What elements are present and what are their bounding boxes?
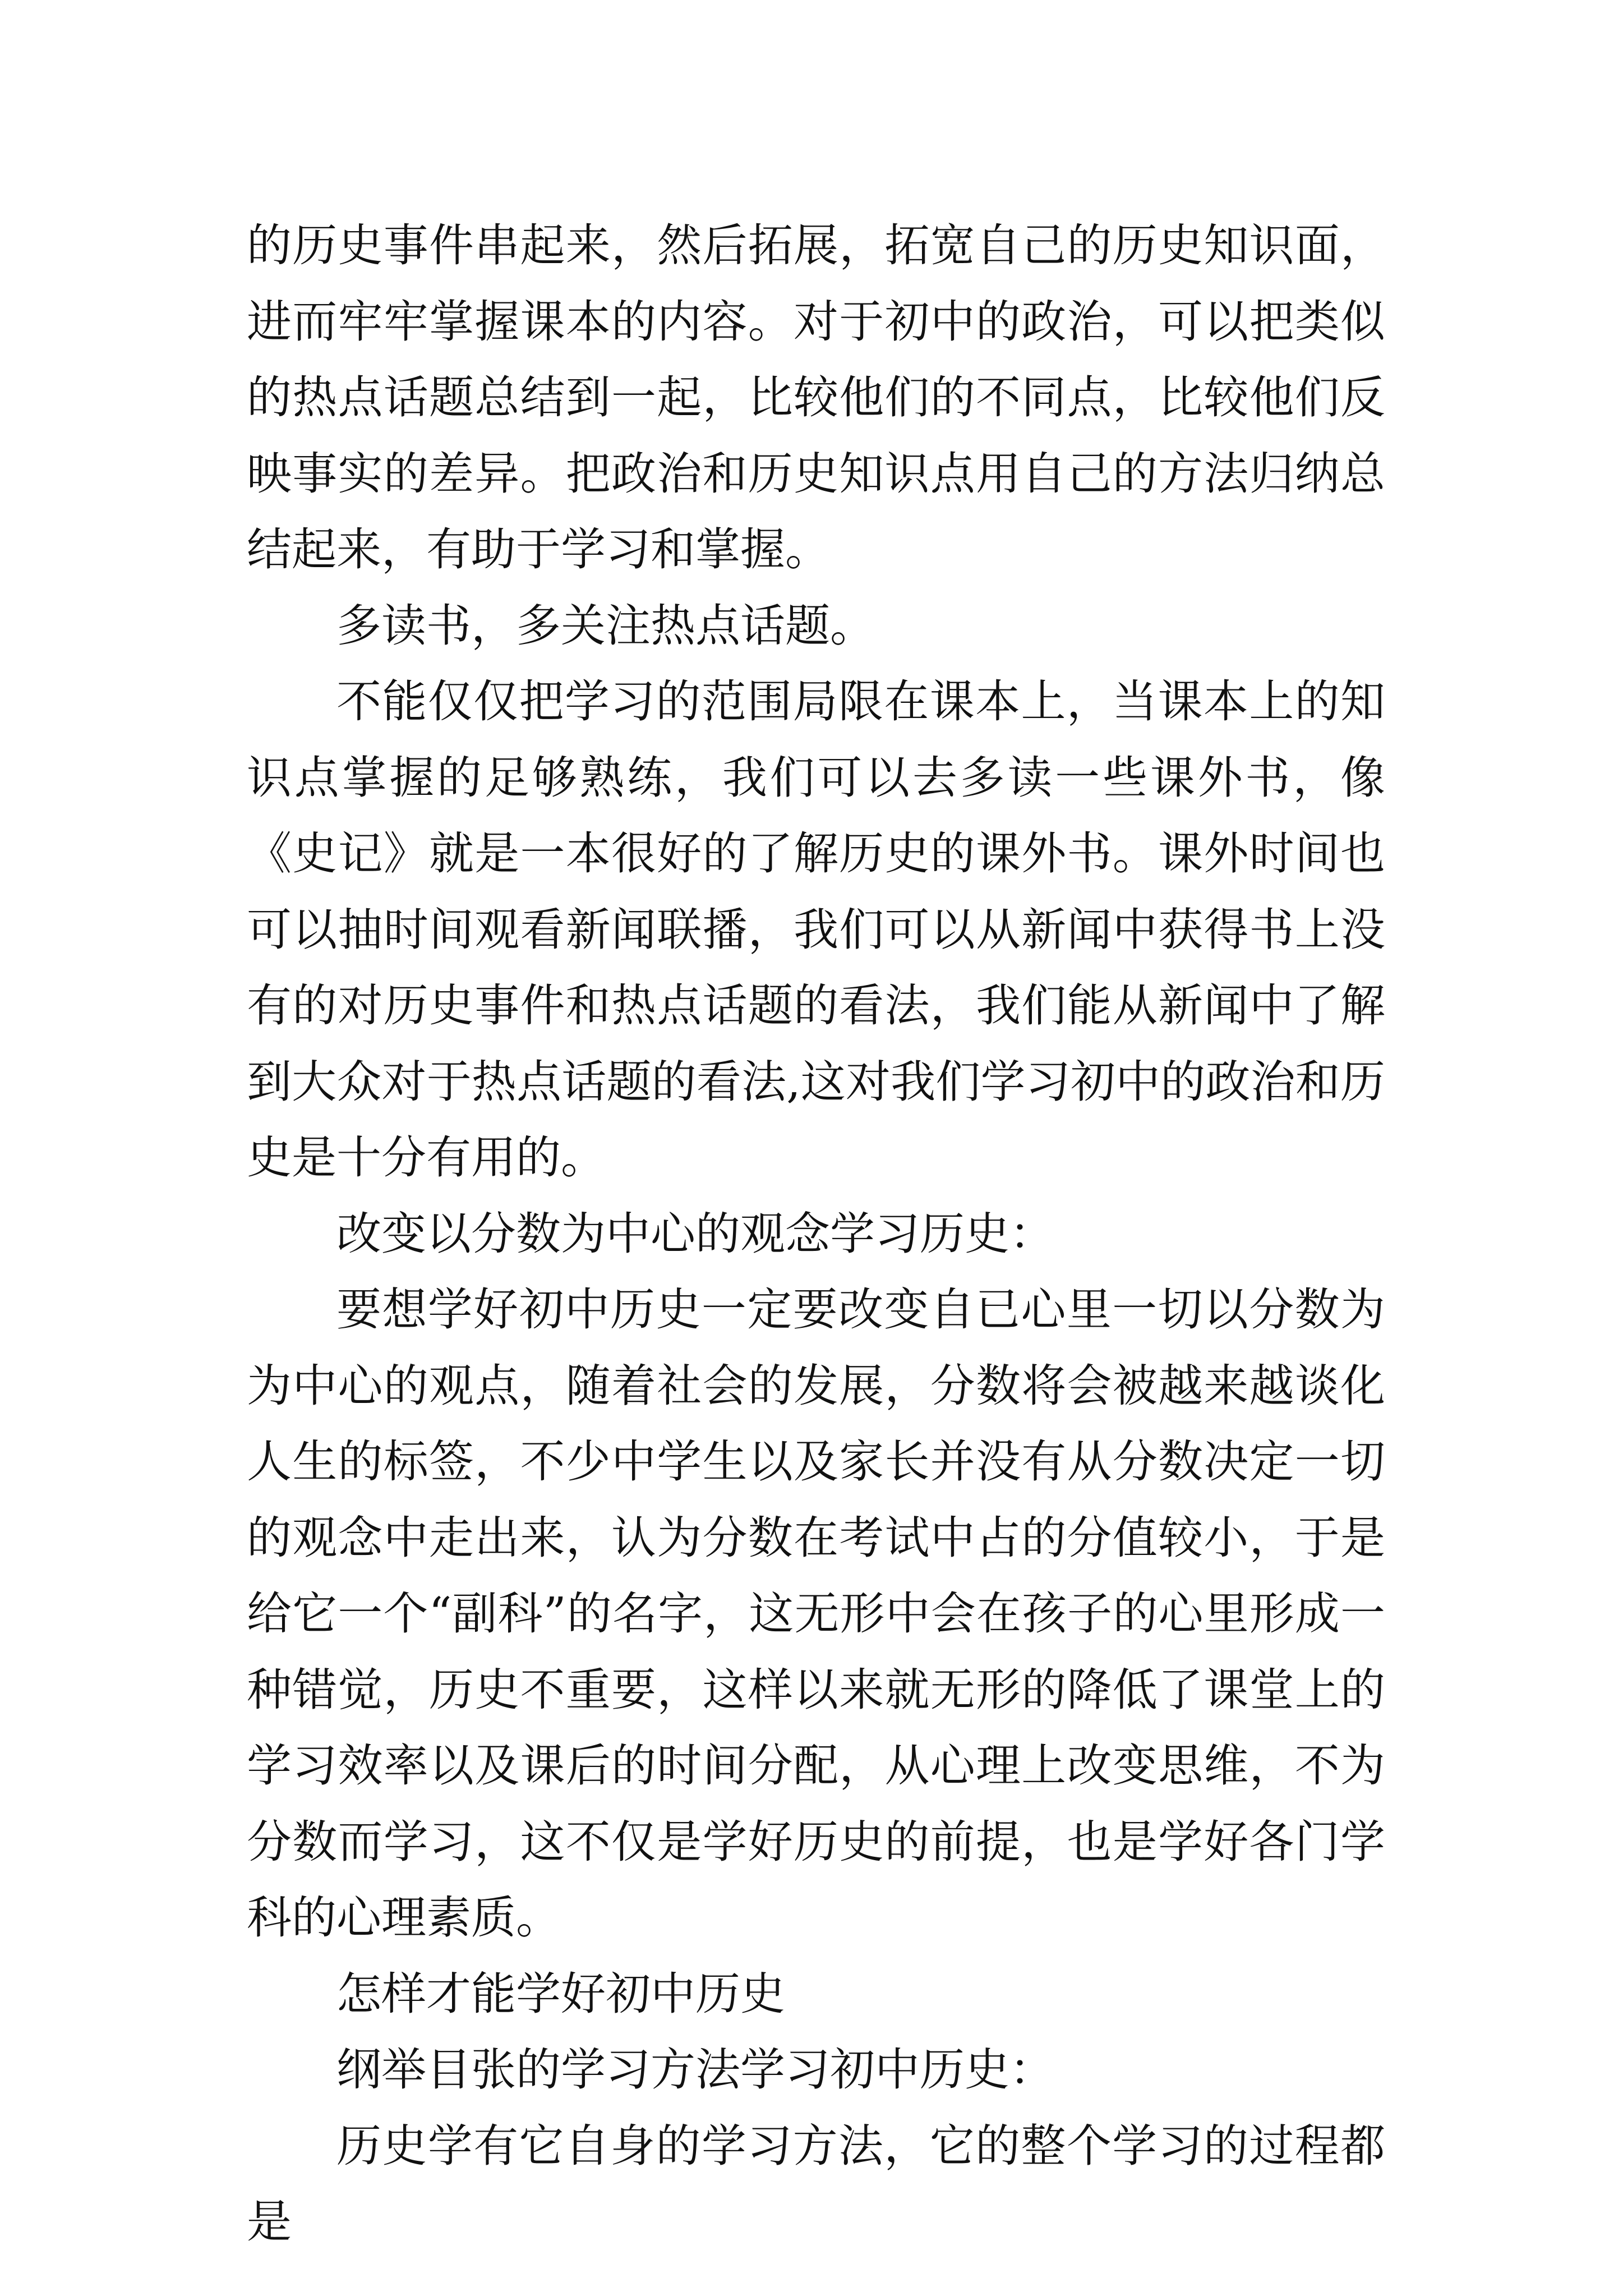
paragraph-6: 怎样才能学好初中历史: [336, 1967, 785, 2020]
paragraph-2: 多读书，多关注热点话题。: [336, 599, 875, 652]
paragraph-7: 纲举目张的学习方法学习初中历史：: [336, 2044, 1054, 2096]
paragraph-5: 要想学好初中历史一定要改变自已心里一切以分数为为中心的观点，随着社会的发展，分数将会被越来越谈化人生的标签，不少中学生以及家长并没有从分数决定一切的观念中走出来，认为分数在考试中占的分值较小，于是给它一个“副科”的名字，这无形中会在孩子的心里形成一种错觉，历史不重要，这样以来就无形的降低了课堂上的学习效率以及课后的时间分配，从心理上改变思维，不为分数而学习，这不仅是学好历史的前提，也是学好各门学科的心理素质。: [247, 1283, 1385, 1944]
paragraph-8: 历史学有它自身的学习方法，它的整个学习的过程都是: [247, 2119, 1385, 2248]
paragraph-4: 改变以分数为中心的观念学习历史：: [336, 1207, 1054, 1260]
paragraph-1: 的历史事件串起来，然后拓展，拓宽自己的历史知识面，进而牢牢掌握课本的内容。对于初中的政治，可以把类似的热点话题总结到一起，比较他们的不同点，比较他们反映事实的差异。把政治和历史知识点用自己的方法归纳总结起来，有助于学习和掌握。: [247, 219, 1385, 576]
paragraph-3: 不能仅仅把学习的范围局限在课本上，当课本上的知识点掌握的足够熟练，我们可以去多读一些课外书，像《史记》就是一本很好的了解历史的课外书。课外时间也可以抽时间观看新闻联播，我们可以从新闻中获得书上没有的对历史事件和热点话题的看法，我们能从新闻中了解到大众对于热点话题的看法,这对我们学习初中的政治和历史是十分有用的。: [247, 675, 1385, 1184]
document-body: [247, 208, 1385, 2260]
